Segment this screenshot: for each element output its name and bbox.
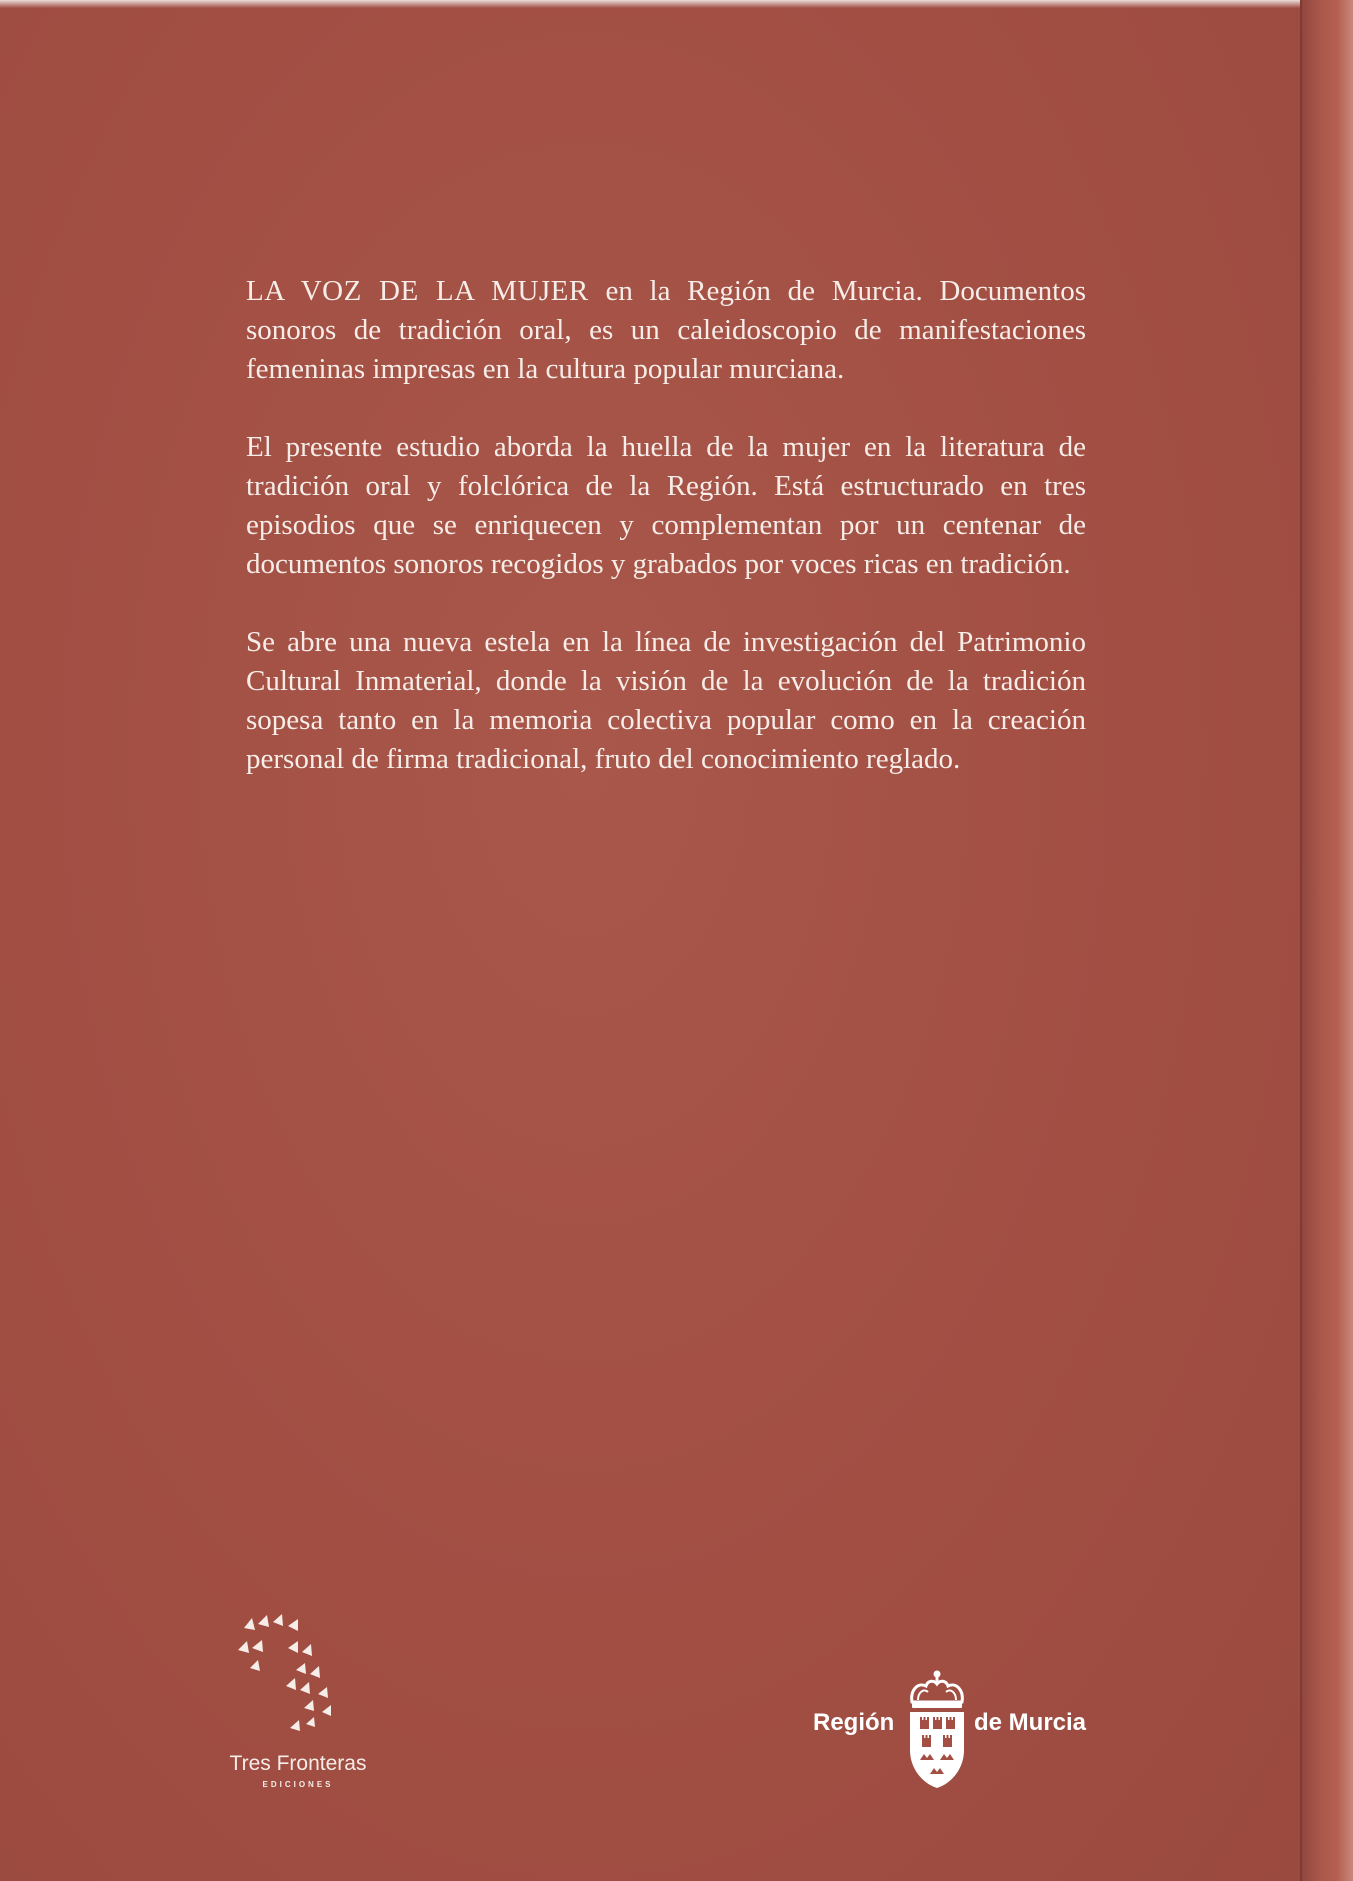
coat-of-arms-icon: [906, 1668, 968, 1790]
region-name: de Murcia: [974, 1709, 1087, 1736]
synopsis-paragraph-3: Se abre una nueva estela en la línea de investigación del Patrimonio Cultural Inmaterial, donde la visión de la evolución de la tradición sopesa tanto en la memoria colectiva popular como en la creación personal de firma tradicional, fruto del conocimiento reglado.: [246, 626, 1086, 775]
synopsis: [246, 272, 1086, 818]
publisher-subtitle: EDICIONES: [262, 1780, 334, 1789]
book-edge: [1300, 0, 1353, 1881]
cover-top-edge: [0, 0, 1300, 8]
cover-fold-line: [1300, 0, 1302, 1881]
paragraph-1-body: en la Región de Murcia. Documentos sonoros de tradición oral, es un caleidoscopio de manifestaciones femeninas impresas en la cultura popular murciana.: [246, 275, 1087, 385]
book-title: LA VOZ DE LA MUJER: [246, 275, 589, 307]
region-de-murcia-logo: [810, 1668, 1110, 1804]
tres-fronteras-logo-icon: [230, 1604, 366, 1736]
region-label: Región: [813, 1709, 895, 1736]
synopsis-paragraph-2: El presente estudio aborda la huella de la mujer en la literatura de tradición oral y folclórica de la Región. Está estructurado en tres episodios que se enriquecen y complementan por un centenar de documentos sonoros recogidos y grabados por voces ricas en tradición.: [246, 431, 1086, 580]
publisher-logo: [218, 1604, 378, 1804]
publisher-name: Tres Fronteras: [229, 1752, 367, 1775]
synopsis-paragraph-1: [246, 272, 1086, 389]
